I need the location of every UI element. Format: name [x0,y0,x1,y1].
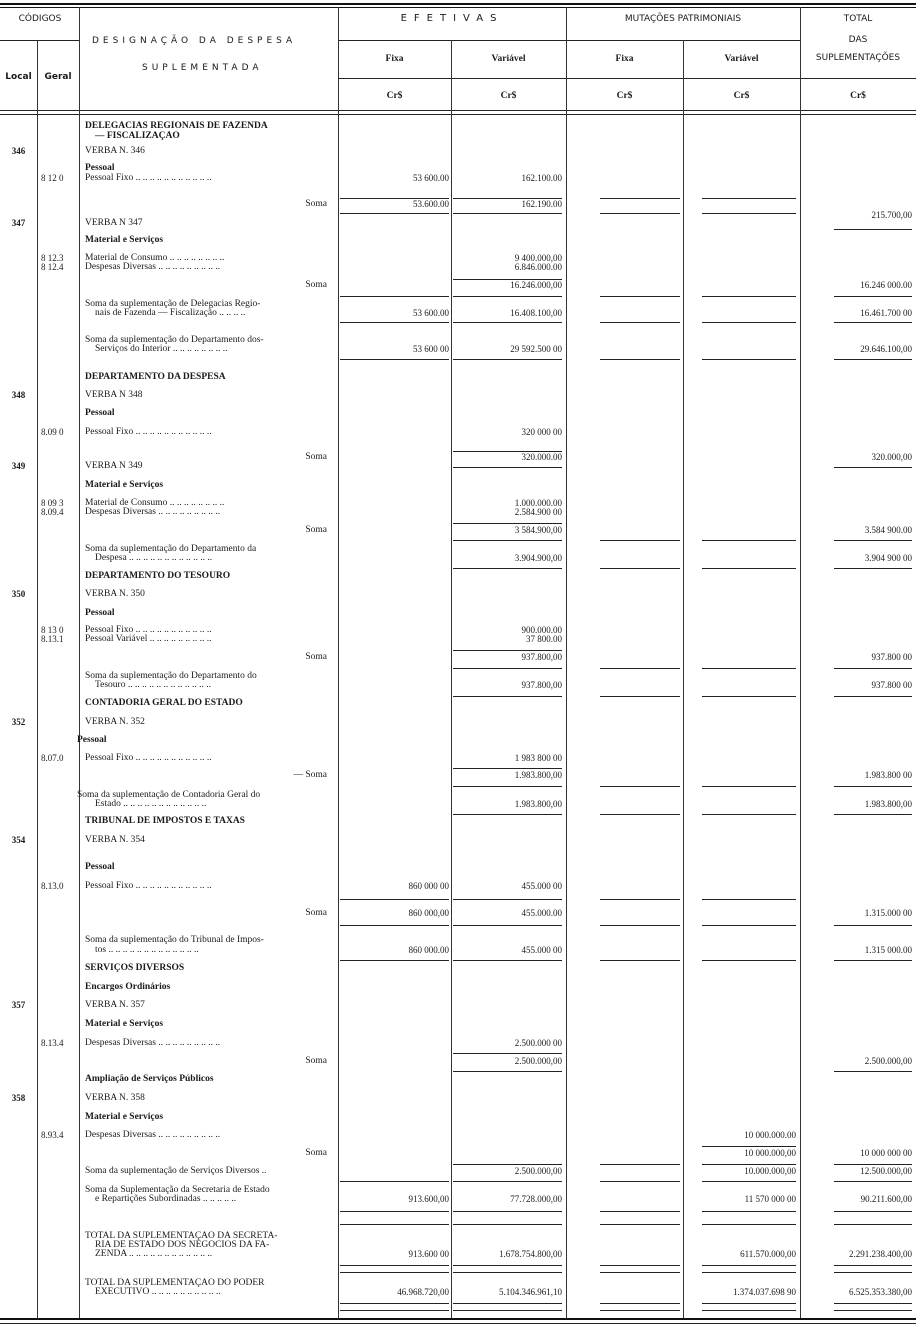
value-mvar: 1.374.037.698 90 [733,1287,796,1297]
value-total: 1.983.800,00 [864,799,912,809]
sum-rule [340,198,449,199]
code-geral: 8.93.4 [41,1130,64,1140]
row-label: Pessoal Variável .. .. .. .. .. .. .. .. .. [85,634,212,644]
section-title: Pessoal [85,862,115,872]
sum-rule [453,322,562,323]
sum-rule [600,899,680,900]
value-var: 37 800.00 [526,634,562,644]
value-var: 2.584.900 00 [514,507,562,517]
row-label: Pessoal Fixo .. .. .. .. .. .. .. .. .. .. .. [85,173,212,183]
value-total: 3.904 900 00 [864,553,912,563]
sum-rule [702,1146,796,1147]
sum-rule [453,1224,562,1225]
sum-rule [453,814,562,815]
col-line-mvar [800,7,801,1318]
sum-rule [453,568,562,569]
sum-rule [702,1164,796,1165]
sum-rule [834,814,912,815]
sum-rule [834,1224,912,1225]
value-total: 29.646.100,00 [860,344,912,354]
row-label: Pessoal Fixo .. .. .. .. .. .. .. .. .. .. .. [85,753,212,763]
row-label: VERBA N. 352 [85,717,145,727]
value-total: 16.461.700 00 [860,308,912,318]
value-var: 1.678.754.800,00 [499,1249,562,1259]
header-local: Local [5,72,32,82]
sum-rule [600,1211,680,1212]
row-label: VERBA N. 350 [85,589,145,599]
sum-rule [600,925,680,926]
code-geral: 8.13.1 [41,634,64,644]
value-fixa: 53.600.00 [413,199,449,209]
row-label: Soma da suplementação de Serviços Diversos .. [85,1166,267,1176]
value-total: 320.000,00 [871,452,912,462]
row-label: VERBA N 348 [85,390,143,400]
sum-rule [702,1310,796,1311]
sum-rule [834,467,912,468]
sum-rule [340,1303,449,1304]
header-suplementacoes: SUPLEMENTAÇÕES [815,53,901,63]
value-var: 2.500.000,00 [514,1056,562,1066]
sum-rule [453,768,562,769]
row-label-soma: Soma [305,525,327,535]
code-geral: 8.13.4 [41,1038,64,1048]
value-var: 320 000 00 [521,427,562,437]
sum-rule [600,1272,680,1273]
sum-rule [453,1303,562,1304]
row-label: Despesas Diversas .. .. .. .. .. .. .. .. .. [85,1130,221,1140]
sum-rule [453,650,562,651]
sum-rule [834,786,912,787]
value-var: 455.000.00 [521,908,562,918]
value-total: 3.584 900.00 [864,525,912,535]
sum-rule [453,1211,562,1212]
header-cr-mfixa: Cr$ [616,91,633,101]
sum-rule [600,322,680,323]
sum-rule [702,540,796,541]
row-label: VERBA N. 358 [85,1093,145,1103]
sum-rule [702,899,796,900]
code-geral: 8.09.4 [41,507,64,517]
sum-rule [453,786,562,787]
sum-rule [600,960,680,961]
sum-rule [453,296,562,297]
row-label: Estado .. .. .. .. .. .. .. .. .. .. .. .. [95,799,207,809]
sum-rule [834,229,912,230]
row-label: VERBA N. 354 [85,835,145,845]
section-title: TRIBUNAL DE IMPOSTOS E TAXAS [85,816,245,826]
sum-rule [702,198,796,199]
sum-rule [702,1211,796,1212]
section-title: Pessoal [77,735,107,745]
value-fixa: 860 000 00 [408,881,449,891]
code-geral: 8.07.0 [41,753,64,763]
value-var: 29 592.500 00 [510,344,562,354]
code-geral: 8.13.0 [41,881,64,891]
sum-rule [340,322,449,323]
value-total: 215.700,00 [871,210,912,220]
sum-rule [702,786,796,787]
header-mut-variavel: Variável [724,54,759,64]
code-geral: 8 12.3 [41,253,64,263]
sum-rule [453,523,562,524]
sum-rule [600,1303,680,1304]
sum-rule [834,1303,912,1304]
col-line-local [37,40,38,1318]
value-fixa: 53 600 00 [413,344,449,354]
value-var: 9 400.000,00 [514,253,562,263]
sum-rule [340,296,449,297]
row-label: Material de Consumo .. .. .. .. .. .. .. .. [85,498,225,508]
code-geral: 8 09 3 [41,498,64,508]
sum-rule [702,925,796,926]
sum-rule [834,1211,912,1212]
value-mvar: 611.570.000,00 [740,1249,796,1259]
header-mut-fixa: Fixa [615,54,634,64]
value-var: 455.000 00 [521,881,562,891]
sum-rule [702,568,796,569]
code-geral: 8 12.4 [41,262,64,272]
sum-rule [702,696,796,697]
section-title: DEPARTAMENTO DA DESPESA [85,372,226,382]
sum-rule [453,467,562,468]
header-bottom-rule [0,110,916,111]
row-label: TOTAL DA SUPLEMENTAÇÃO DO PODER [85,1278,265,1288]
section-title: Encargos Ordinários [85,982,171,992]
row-label: Soma da suplementação de Delegacias Regio- [85,299,261,309]
code-geral: 8.09 0 [41,427,64,437]
value-var: 320.000.00 [521,452,562,462]
sum-rule [340,960,449,961]
bottom-rule-2 [0,1323,916,1324]
sum-rule [600,296,680,297]
header-efetivas: EFETIVAS [400,13,504,24]
sum-rule [702,1265,796,1266]
value-total: 6.525.353.380,00 [849,1287,912,1297]
sum-rule [834,1164,912,1165]
sum-rule [340,1272,449,1273]
sum-rule [600,359,680,360]
row-label: tos .. .. .. .. .. .. .. .. .. .. .. .. .. [95,945,199,955]
code-local: 352 [11,717,26,727]
sum-rule [702,1303,796,1304]
row-label-soma: Soma [305,908,327,918]
sum-rule [834,540,912,541]
section-title: Pessoal [85,163,115,173]
sum-rule [702,296,796,297]
codigos-divider [0,40,80,41]
code-local: 346 [11,146,26,156]
value-total: 10 000 000 00 [860,1148,912,1158]
row-label: Soma da suplementação de Contadoria Geral do [77,790,261,800]
value-fixa: 913.600,00 [408,1194,449,1204]
value-var: 162.100.00 [521,173,562,183]
header-total: TOTAL [843,14,873,24]
value-var: 77.728.000,00 [510,1194,562,1204]
sum-rule [600,568,680,569]
sum-rule [453,925,562,926]
row-label: ZENDA .. .. .. .. .. .. .. .. .. .. .. .. [95,1249,213,1259]
row-label: Despesa .. .. .. .. .. .. .. .. .. .. .. .. [95,553,213,563]
sum-rule [702,359,796,360]
code-local: 348 [11,390,26,400]
value-total: 2.500.000,00 [864,1056,912,1066]
sum-rule [600,1224,680,1225]
code-local: 357 [11,1000,26,1010]
value-fixa: 46.968.720,00 [397,1287,449,1297]
sum-rule [453,198,562,199]
sum-rule [834,568,912,569]
row-label: Soma da suplementação do Departamento dos- [85,335,264,345]
sum-rule [600,668,680,669]
sum-rule [453,451,562,452]
sum-rule [834,1272,912,1273]
sum-rule [453,213,562,214]
col-line-var [566,7,567,1318]
row-label: EXECUTIVO .. .. .. .. .. .. .. .. .. .. [95,1287,221,1297]
row-label-soma: Soma [305,652,327,662]
section-title: SERVIÇOS DIVERSOS [85,963,185,973]
header-variavel: Variável [491,54,526,64]
sum-rule [340,899,449,900]
row-label-soma: — Soma [293,770,327,780]
row-label: VERBA N 349 [85,461,143,471]
header-mutacoes: MUTAÇÕES PATRIMONIAIS [624,14,742,24]
section-title: Pessoal [85,408,115,418]
section-title: Material e Serviços [85,235,164,245]
row-label-soma: Soma [305,199,327,209]
row-label: Material de Consumo .. .. .. .. .. .. .. .. [85,253,225,263]
section-title: CONTADORIA GERAL DO ESTADO [85,698,243,708]
sum-rule [600,1164,680,1165]
sum-rule [453,359,562,360]
sum-rule [453,1310,562,1311]
section-title: — FISCALIZAÇÃO [95,131,180,141]
sum-rule [340,1310,449,1311]
code-geral: 8 13 0 [41,625,64,635]
value-fixa: 53 600.00 [413,173,449,183]
subheader-divider [338,78,916,79]
value-var: 1.000.000.00 [514,498,562,508]
value-mvar: 10 000.000.00 [744,1130,796,1140]
header-cr-fixa: Cr$ [386,91,403,101]
row-label: Pessoal Fixo .. .. .. .. .. .. .. .. .. .. .. [85,427,212,437]
row-label-soma: Soma [305,1148,327,1158]
value-var: 16.408.100,00 [510,308,562,318]
code-local: 350 [11,589,26,599]
row-label-soma: Soma [305,452,327,462]
value-var: 900.000.00 [521,625,562,635]
sum-rule [340,1211,449,1212]
row-label: Despesas Diversas .. .. .. .. .. .. .. .. .. [85,262,221,272]
value-var: 1 983 800 00 [514,753,562,763]
bottom-rule [0,1318,916,1320]
row-label: Soma da suplementação do Departamento do [85,671,257,681]
header-designacao: DESIGNAÇÃO DA DESPESA [92,36,297,46]
section-title: Material e Serviços [85,1112,164,1122]
value-var: 162.190.00 [521,199,562,209]
col-line-fixa [451,40,452,1318]
header-bottom-rule-2 [0,114,916,115]
value-var: 2.500.000,00 [514,1166,562,1176]
row-label: RIA DE ESTADO DOS NEGÓCIOS DA FA- [95,1240,270,1250]
code-local: 354 [11,835,26,845]
row-label: Soma da suplementação do Departamento da [85,544,257,554]
sum-rule [702,1181,796,1182]
sum-rule [702,814,796,815]
sum-rule [600,213,680,214]
row-label: Soma da Suplementação da Secretaria de Estado [85,1185,270,1195]
col-line-geral [79,7,80,1318]
row-label: TOTAL DA SUPLEMENTAÇÃO DA SECRETA- [85,1231,278,1241]
sum-rule [340,359,449,360]
sum-rule [834,668,912,669]
sum-rule [453,1265,562,1266]
row-label: Despesas Diversas .. .. .. .. .. .. .. .. .. [85,507,221,517]
sum-rule [340,1265,449,1266]
sum-rule [834,960,912,961]
value-mvar: 10.000.000,00 [744,1166,796,1176]
value-var: 16.246.000,00 [510,280,562,290]
value-total: 16.246 000.00 [860,280,912,290]
sum-rule [453,1272,562,1273]
sum-rule [600,1265,680,1266]
sum-rule [702,322,796,323]
sum-rule [834,1310,912,1311]
code-local: 347 [11,218,26,228]
code-geral: 8 12 0 [41,173,64,183]
col-line-mfixa [683,40,684,1318]
row-label: VERBA N. 346 [85,146,145,156]
value-total: 2.291.238.400,00 [849,1249,912,1259]
row-label: Soma da suplementação do Tribunal de Impos- [85,935,264,945]
sum-rule [453,279,562,280]
value-var: 937.800,00 [521,680,562,690]
header-suplementada: SUPLEMENTADA [142,63,263,73]
sum-rule [600,814,680,815]
code-local: 349 [11,461,26,471]
value-fixa: 860 000.00 [408,945,449,955]
sum-rule [340,1224,449,1225]
header-geral: Geral [44,72,72,82]
header-cr-var: Cr$ [500,91,517,101]
header-fixa: Fixa [385,54,404,64]
value-total: 90.211.600,00 [860,1194,912,1204]
sum-rule [834,296,912,297]
section-title: Material e Serviços [85,1019,164,1029]
sum-rule [453,1053,562,1054]
row-label-soma: Soma [305,280,327,290]
sum-rule [340,925,449,926]
sum-rule [600,1310,680,1311]
value-var: 6.846.000.00 [514,262,562,272]
sum-rule [702,1272,796,1273]
row-label: VERBA N 347 [85,218,143,228]
sum-rule [834,1071,912,1072]
row-label: Serviços do Interior .. .. .. .. .. .. .. .. [95,344,228,354]
row-label: VERBA N. 357 [85,1000,145,1010]
value-var: 455.000 00 [521,945,562,955]
header-cr-total: Cr$ [850,91,866,101]
sum-rule [600,540,680,541]
sum-rule [600,198,680,199]
value-var: 1.983.800,00 [514,770,562,780]
top-rule-2 [0,7,916,8]
value-fixa: 860 000,00 [408,908,449,918]
header-cr-mvar: Cr$ [733,91,750,101]
value-var: 3.904.900,00 [514,553,562,563]
sum-rule [453,1164,562,1165]
row-label: nais de Fazenda — Fiscalização .. .. .. .. [95,308,246,318]
value-fixa: 53 600.00 [413,308,449,318]
value-mvar: 10 000.000,00 [744,1148,796,1158]
value-var: 5.104.346.961,10 [499,1287,562,1297]
row-label: Tesouro .. .. .. .. .. .. .. .. .. .. .. .. [95,680,211,690]
value-mvar: 11 570 000 00 [744,1194,796,1204]
value-fixa: 913.600 00 [408,1249,449,1259]
row-label: Pessoal Fixo .. .. .. .. .. .. .. .. .. .. .. [85,625,212,635]
sum-rule [702,668,796,669]
sum-rule [834,1265,912,1266]
sum-rule [453,899,562,900]
section-title: DEPARTAMENTO DO TESOURO [85,571,231,581]
value-total: 1.315.000 00 [864,908,912,918]
value-var: 3 584.900,00 [514,525,562,535]
sum-rule [340,1181,449,1182]
efetivas-divider [338,40,800,41]
sum-rule [600,696,680,697]
sum-rule [340,213,449,214]
section-title: Ampliação de Serviços Públicos [85,1074,214,1084]
header-codigos: CÓDIGOS [18,14,62,24]
value-total: 12.500.000,00 [860,1166,912,1176]
sum-rule [702,213,796,214]
section-title: Pessoal [85,608,115,618]
sum-rule [453,696,562,697]
row-label-soma: Soma [305,1056,327,1066]
top-rule [0,3,916,5]
value-var: 2.500.000 00 [514,1038,562,1048]
sum-rule [453,668,562,669]
sum-rule [834,696,912,697]
sum-rule [702,1224,796,1225]
sum-rule [834,322,912,323]
value-total: 1.983.800 00 [864,770,912,780]
row-label: Despesas Diversas .. .. .. .. .. .. .. .. .. [85,1038,221,1048]
section-title: Material e Serviços [85,480,164,490]
code-local: 358 [11,1093,26,1103]
sum-rule [834,359,912,360]
value-total: 1.315 000.00 [864,945,912,955]
sum-rule [834,925,912,926]
header-das: DAS [848,35,868,45]
section-title: DELEGACIAS REGIONAIS DE FAZENDA [85,121,268,131]
value-var: 1.983.800,00 [514,799,562,809]
sum-rule [453,1071,562,1072]
sum-rule [453,960,562,961]
sum-rule [453,540,562,541]
value-total: 937.800 00 [871,680,912,690]
row-label: e Repartições Subordinadas .. .. .. .. .. [95,1194,237,1204]
sum-rule [702,960,796,961]
sum-rule [600,786,680,787]
sum-rule [834,1181,912,1182]
row-label: Pessoal Fixo .. .. .. .. .. .. .. .. .. .. .. [85,881,212,891]
sum-rule [600,1181,680,1182]
value-var: 937.800,00 [521,652,562,662]
value-total: 937.800 00 [871,652,912,662]
sum-rule [453,1181,562,1182]
